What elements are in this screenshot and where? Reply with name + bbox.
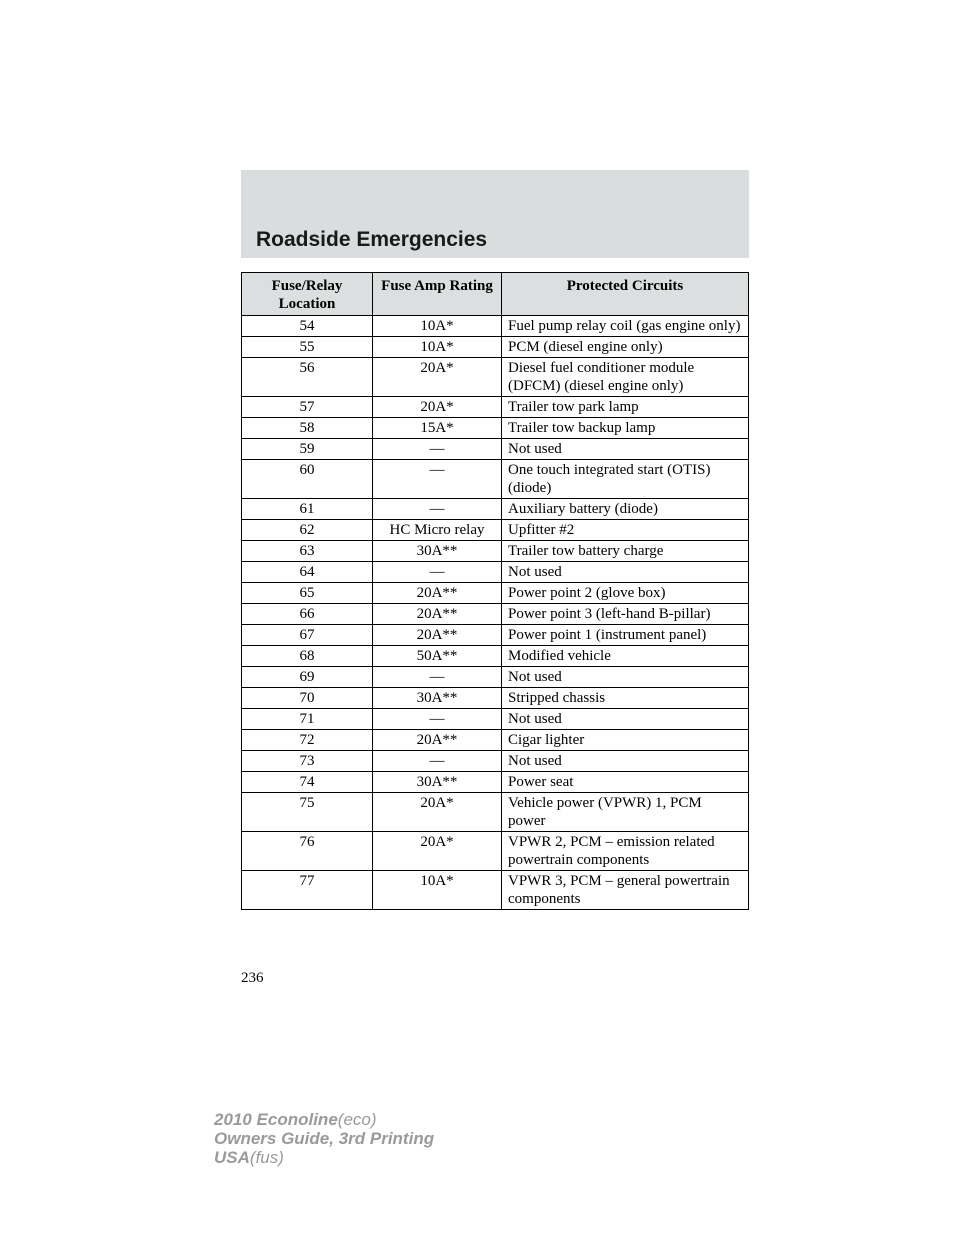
table-row [242, 688, 749, 709]
cell-rating: — [373, 499, 502, 520]
cell-rating: 20A** [373, 604, 502, 625]
cell-rating: — [373, 709, 502, 730]
cell-circuit: Vehicle power (VPWR) 1, PCM power [502, 793, 749, 832]
cell-location: 62 [242, 520, 373, 541]
cell-rating: 20A* [373, 832, 502, 871]
cell-location: 77 [242, 871, 373, 910]
cell-circuit: Not used [502, 709, 749, 730]
cell-circuit: PCM (diesel engine only) [502, 337, 749, 358]
cell-location: 67 [242, 625, 373, 646]
table-row [242, 520, 749, 541]
cell-circuit: VPWR 3, PCM – general powertrain components [502, 871, 749, 910]
cell-rating: 20A* [373, 397, 502, 418]
footer [214, 1110, 434, 1167]
cell-location: 73 [242, 751, 373, 772]
column-header-circuits: Protected Circuits [502, 273, 749, 316]
page-number: 236 [241, 970, 264, 986]
cell-circuit: Not used [502, 562, 749, 583]
cell-circuit: One touch integrated start (OTIS) (diode) [502, 460, 749, 499]
table-row [242, 418, 749, 439]
cell-location: 58 [242, 418, 373, 439]
cell-circuit: Not used [502, 439, 749, 460]
cell-circuit: Fuel pump relay coil (gas engine only) [502, 316, 749, 337]
table-row [242, 832, 749, 871]
table-row [242, 667, 749, 688]
table-row [242, 709, 749, 730]
table-row [242, 316, 749, 337]
cell-location: 61 [242, 499, 373, 520]
cell-circuit: Not used [502, 667, 749, 688]
footer-line-3: USA(fus) [214, 1148, 284, 1167]
cell-circuit: Trailer tow backup lamp [502, 418, 749, 439]
column-header-location: Fuse/Relay Location [242, 273, 373, 316]
cell-location: 75 [242, 793, 373, 832]
table-row [242, 499, 749, 520]
column-header-rating: Fuse Amp Rating [373, 273, 502, 316]
cell-location: 71 [242, 709, 373, 730]
cell-rating: HC Micro relay [373, 520, 502, 541]
cell-circuit: Trailer tow battery charge [502, 541, 749, 562]
cell-circuit: Trailer tow park lamp [502, 397, 749, 418]
cell-rating: 50A** [373, 646, 502, 667]
cell-circuit: Power point 3 (left-hand B-pillar) [502, 604, 749, 625]
cell-rating: 20A** [373, 583, 502, 604]
cell-location: 76 [242, 832, 373, 871]
table-row [242, 604, 749, 625]
table-row [242, 337, 749, 358]
cell-location: 55 [242, 337, 373, 358]
table-row [242, 751, 749, 772]
cell-circuit: Diesel fuel conditioner module (DFCM) (diesel engine only) [502, 358, 749, 397]
table-row [242, 439, 749, 460]
table-row [242, 541, 749, 562]
cell-circuit: Auxiliary battery (diode) [502, 499, 749, 520]
cell-location: 69 [242, 667, 373, 688]
cell-circuit: Power seat [502, 772, 749, 793]
cell-location: 56 [242, 358, 373, 397]
table-row [242, 793, 749, 832]
cell-circuit: Upfitter #2 [502, 520, 749, 541]
cell-rating: — [373, 460, 502, 499]
cell-location: 57 [242, 397, 373, 418]
cell-location: 68 [242, 646, 373, 667]
cell-circuit: Modified vehicle [502, 646, 749, 667]
cell-location: 70 [242, 688, 373, 709]
cell-location: 72 [242, 730, 373, 751]
cell-location: 65 [242, 583, 373, 604]
cell-location: 74 [242, 772, 373, 793]
cell-rating: 10A* [373, 337, 502, 358]
cell-rating: 20A** [373, 625, 502, 646]
cell-location: 54 [242, 316, 373, 337]
cell-rating: 30A** [373, 772, 502, 793]
cell-circuit: Power point 1 (instrument panel) [502, 625, 749, 646]
footer-line-2: Owners Guide, 3rd Printing [214, 1129, 435, 1148]
cell-location: 63 [242, 541, 373, 562]
fuse-table [241, 272, 749, 910]
cell-rating: — [373, 667, 502, 688]
table-row [242, 460, 749, 499]
cell-rating: 30A** [373, 688, 502, 709]
section-title: Roadside Emergencies [256, 228, 488, 251]
table-row [242, 625, 749, 646]
footer-line-1: 2010 Econoline(eco) [214, 1110, 377, 1129]
cell-rating: — [373, 439, 502, 460]
table-row [242, 730, 749, 751]
cell-location: 60 [242, 460, 373, 499]
cell-location: 59 [242, 439, 373, 460]
table-row [242, 871, 749, 910]
cell-location: 66 [242, 604, 373, 625]
table-row [242, 562, 749, 583]
cell-rating: 10A* [373, 871, 502, 910]
cell-rating: 20A* [373, 358, 502, 397]
cell-rating: — [373, 562, 502, 583]
cell-rating: 30A** [373, 541, 502, 562]
table-header-row [242, 273, 749, 316]
table-row [242, 358, 749, 397]
table-row [242, 397, 749, 418]
cell-rating: 10A* [373, 316, 502, 337]
cell-circuit: Cigar lighter [502, 730, 749, 751]
cell-circuit: Stripped chassis [502, 688, 749, 709]
table-row [242, 646, 749, 667]
cell-rating: 20A** [373, 730, 502, 751]
cell-circuit: VPWR 2, PCM – emission related powertrain components [502, 832, 749, 871]
table-row [242, 772, 749, 793]
cell-circuit: Power point 2 (glove box) [502, 583, 749, 604]
table-row [242, 583, 749, 604]
cell-rating: — [373, 751, 502, 772]
cell-rating: 15A* [373, 418, 502, 439]
cell-rating: 20A* [373, 793, 502, 832]
cell-circuit: Not used [502, 751, 749, 772]
cell-location: 64 [242, 562, 373, 583]
